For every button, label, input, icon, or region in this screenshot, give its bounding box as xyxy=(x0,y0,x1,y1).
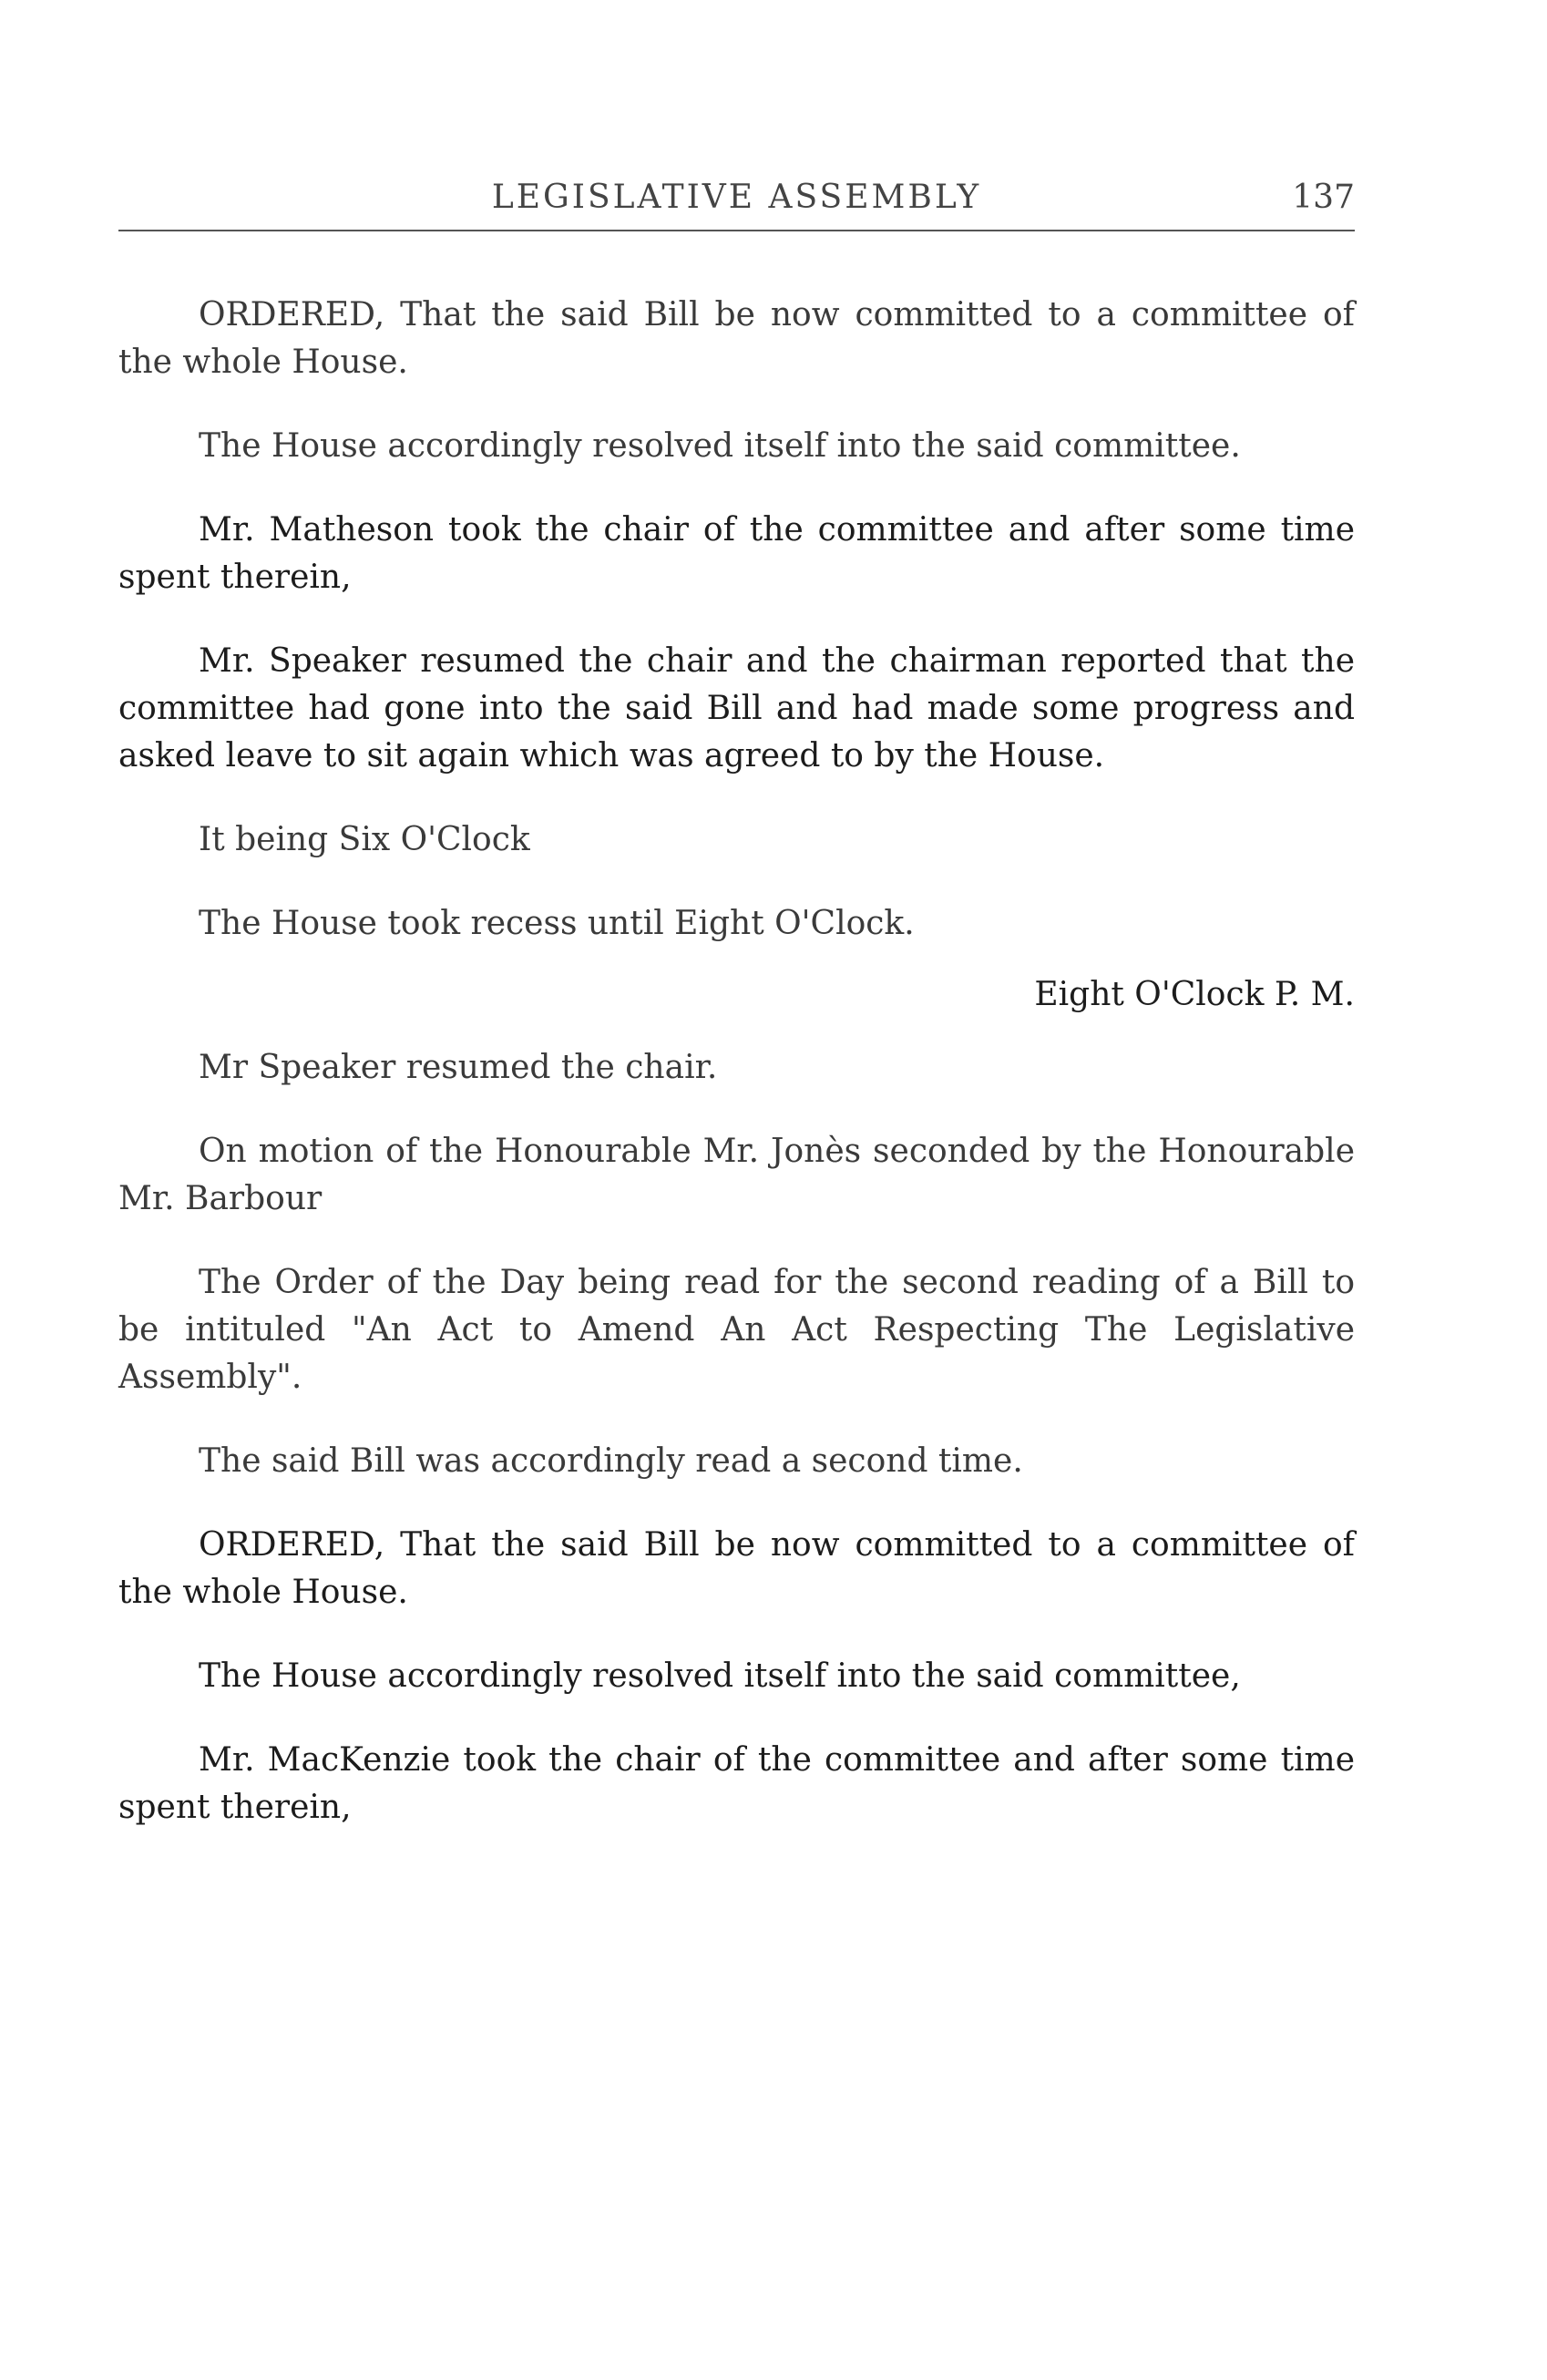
paragraph-mackenzie-chair: Mr. MacKenzie took the chair of the committee and after some time spent therein, xyxy=(118,1741,1355,1826)
paragraph-recess: The House took recess until Eight O'Clock. xyxy=(199,905,915,942)
paragraph-speaker-resumed: Mr. Speaker resumed the chair and the chairman reported that the committee had gone into the said Bill and had made some progress and asked leave to sit again which was agreed to by the House. xyxy=(118,642,1355,775)
page-header xyxy=(118,179,1355,231)
paragraph-order-of-the-day: The Order of the Day being read for the second reading of a Bill to be intituled "An Act to Amend An Act Respecting The Legislative Assembly". xyxy=(118,1264,1355,1396)
running-title: LEGISLATIVE ASSEMBLY xyxy=(491,179,982,216)
paragraph-motion: On motion of the Honourable Mr. Jonès seconded by the Honourable Mr. Barbour xyxy=(118,1133,1355,1217)
paragraph-speaker-resumed-evening: Mr Speaker resumed the chair. xyxy=(199,1049,718,1086)
paragraph-matheson-chair: Mr. Matheson took the chair of the committee and after some time spent therein, xyxy=(118,511,1355,596)
paragraph-house-resolved-2: The House accordingly resolved itself into the said committee, xyxy=(199,1657,1241,1695)
paragraph-house-resolved: The House accordingly resolved itself into the said committee. xyxy=(199,427,1241,465)
body-text xyxy=(118,292,1355,1875)
paragraph-six-oclock: It being Six O'Clock xyxy=(199,821,530,858)
page-number: 137 xyxy=(1292,179,1355,216)
paragraph-second-reading: The said Bill was accordingly read a second time. xyxy=(199,1442,1023,1480)
time-heading: Eight O'Clock P. M. xyxy=(1034,976,1355,1013)
paragraph-ordered-committee: ORDERED, That the said Bill be now committed to a committee of the whole House. xyxy=(118,296,1355,381)
paragraph-ordered-committee-2: ORDERED, That the said Bill be now committed to a committee of the whole House. xyxy=(118,1526,1355,1611)
